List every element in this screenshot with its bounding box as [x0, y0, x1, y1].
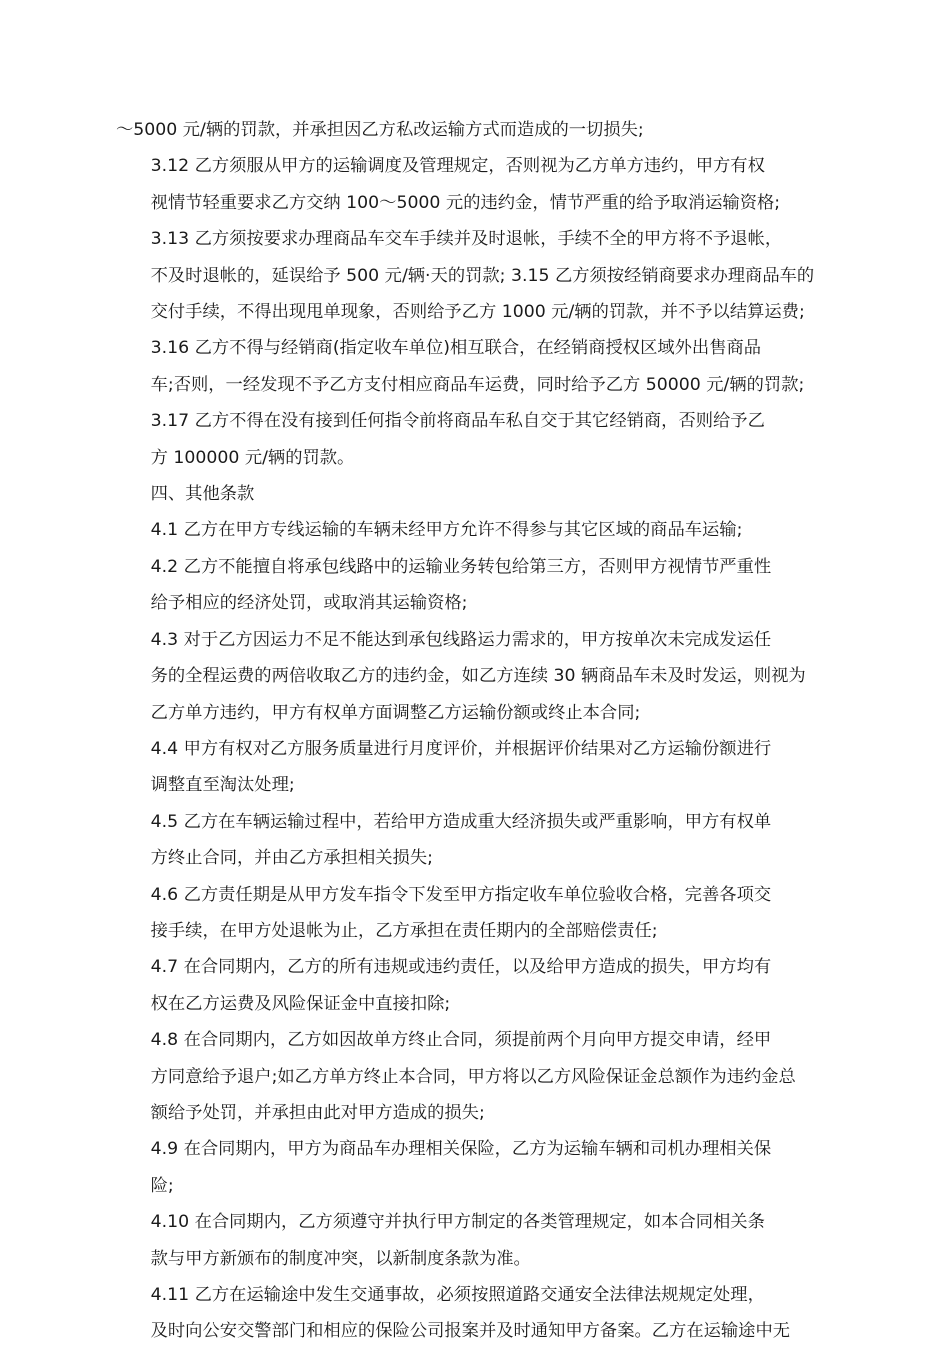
- paragraph-line: 4.5 乙方在车辆运输过程中，若给甲方造成重大经济损失或严重影响，甲方有权单: [150, 811, 772, 832]
- contract-paragraph: [116, 476, 838, 512]
- paragraph-line: 4.2 乙方不能擅自将承包线路中的运输业务转包给第三方，否则甲方视情节严重性: [150, 556, 772, 577]
- contract-paragraph: [116, 221, 838, 330]
- contract-paragraph: [116, 1022, 838, 1131]
- contract-paragraph: [116, 1277, 838, 1350]
- paragraph-line: 交付手续，不得出现甩单现象，否则给予乙方 1000 元/辆的罚款，并不予以结算运费;: [150, 302, 805, 323]
- paragraph-line: 3.17 乙方不得在没有接到任何指令前将商品车私自交于其它经销商，否则给予乙: [150, 411, 765, 432]
- paragraph-line: 3.13 乙方须按要求办理商品车交车手续并及时退帐，手续不全的甲方将不予退帐，: [150, 229, 783, 250]
- paragraph-line: 4.6 乙方责任期是从甲方发车指令下发至甲方指定收车单位验收合格，完善各项交: [150, 884, 772, 905]
- contract-paragraph: [116, 1131, 838, 1204]
- paragraph-line: 额给予处罚，并承担由此对甲方造成的损失;: [150, 1102, 485, 1123]
- paragraph-line: 权在乙方运费及风险保证金中直接扣除;: [150, 993, 451, 1014]
- contract-body-text: [116, 112, 838, 1350]
- paragraph-line: 不及时退帐的，延误给予 500 元/辆·天的罚款; 3.15 乙方须按经销商要求办理商品车的: [150, 265, 815, 286]
- paragraph-line: 4.1 乙方在甲方专线运输的车辆未经甲方允许不得参与其它区域的商品车运输;: [150, 520, 743, 541]
- paragraph-line: 3.16 乙方不得与经销商(指定收车单位)相互联合，在经销商授权区域外出售商品: [150, 338, 762, 359]
- paragraph-line: 视情节轻重要求乙方交纳 100～5000 元的违约金，情节严重的给予取消运输资格;: [150, 192, 781, 213]
- paragraph-line: 3.12 乙方须服从甲方的运输调度及管理规定，否则视为乙方单方违约，甲方有权: [150, 156, 765, 177]
- paragraph-line: 4.4 甲方有权对乙方服务质量进行月度评价，并根据评价结果对乙方运输份额进行: [150, 738, 772, 759]
- paragraph-line: 四、其他条款: [150, 484, 255, 505]
- paragraph-line: 4.11 乙方在运输途中发生交通事故，必须按照道路交通安全法律法规规定处理，: [150, 1285, 765, 1305]
- paragraph-line: 4.9 在合同期内，甲方为商品车办理相关保险，乙方为运输车辆和司机办理相关保: [150, 1139, 772, 1160]
- paragraph-line: 方同意给予退户;如乙方单方终止本合同，甲方将以乙方风险保证金总额作为违约金总: [150, 1066, 796, 1087]
- contract-paragraph: [116, 731, 838, 804]
- paragraph-line: 方 100000 元/辆的罚款。: [150, 447, 355, 468]
- contract-paragraph: [116, 148, 838, 221]
- paragraph-line: 乙方单方违约，甲方有权单方面调整乙方运输份额或终止本合同;: [150, 702, 641, 723]
- paragraph-line: 险;: [150, 1175, 174, 1196]
- paragraph-line: 车;否则，一经发现不予乙方支付相应商品车运费，同时给予乙方 50000 元/辆的罚款;: [150, 374, 805, 395]
- paragraph-line: 给予相应的经济处罚，或取消其运输资格;: [150, 593, 468, 614]
- contract-paragraph: [116, 549, 838, 622]
- contract-paragraph: [116, 512, 838, 548]
- contract-paragraph: [116, 877, 838, 950]
- paragraph-line: 及时向公安交警部门和相应的保险公司报案并及时通知甲方备案。乙方在运输途中无: [150, 1321, 791, 1342]
- paragraph-line: 4.10 在合同期内，乙方须遵守并执行甲方制定的各类管理规定，如本合同相关条: [150, 1212, 765, 1233]
- paragraph-line: 4.8 在合同期内，乙方如因故单方终止合同，须提前两个月向甲方提交申请，经甲: [150, 1030, 772, 1051]
- contract-paragraph: [116, 112, 838, 148]
- paragraph-line: 款与甲方新颁布的制度冲突，以新制度条款为准。: [150, 1248, 531, 1269]
- contract-paragraph: [116, 949, 838, 1022]
- contract-paragraph: [116, 330, 838, 403]
- paragraph-line: 调整直至淘汰处理;: [150, 775, 295, 796]
- paragraph-line: 务的全程运费的两倍收取乙方的违约金，如乙方连续 30 辆商品车未及时发运，则视为: [150, 666, 806, 687]
- paragraph-line: 方终止合同，并由乙方承担相关损失;: [150, 848, 433, 869]
- contract-paragraph: [116, 804, 838, 877]
- paragraph-line: 4.3 对于乙方因运力不足不能达到承包线路运力需求的，甲方按单次未完成发运任: [150, 629, 772, 650]
- contract-paragraph: [116, 403, 838, 476]
- contract-paragraph: [116, 1204, 838, 1277]
- contract-paragraph: [116, 622, 838, 731]
- paragraph-line: 接手续，在甲方处退帐为止，乙方承担在责任期内的全部赔偿责任;: [150, 920, 658, 941]
- paragraph-line: ～5000 元/辆的罚款，并承担因乙方私改运输方式而造成的一切损失;: [116, 120, 644, 140]
- paragraph-line: 4.7 在合同期内，乙方的所有违规或违约责任，以及给甲方造成的损失，甲方均有: [150, 957, 772, 978]
